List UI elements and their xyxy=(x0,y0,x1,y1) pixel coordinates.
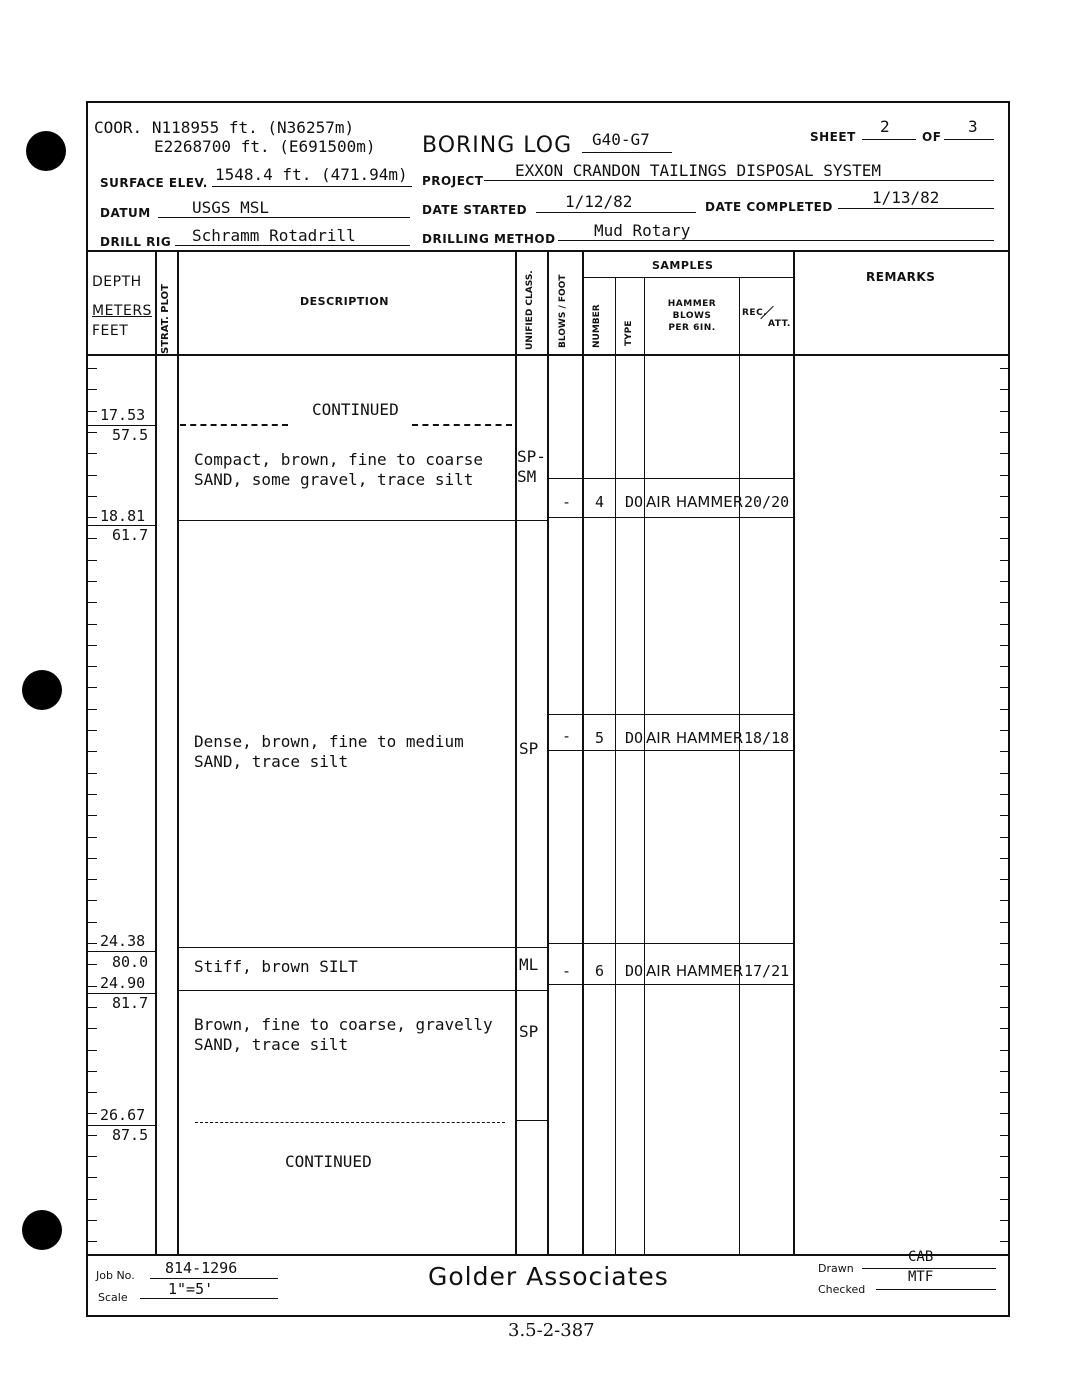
job-label: Job No. xyxy=(96,1269,135,1282)
job-number: 814-1296 xyxy=(165,1259,238,1277)
scale-tick-right xyxy=(1000,794,1008,795)
scale-tick-right xyxy=(1000,602,1008,603)
scale-tick-right xyxy=(1000,986,1008,987)
scale-tick-right xyxy=(1000,1028,1008,1029)
scale-tick-right xyxy=(1000,389,1008,390)
scale-tick-right xyxy=(1000,517,1008,518)
scale-tick-left xyxy=(88,709,97,710)
sample-6-recovery: 17/21 xyxy=(744,962,790,980)
scale-tick-left xyxy=(88,1028,97,1029)
col-type: TYPE xyxy=(624,320,634,346)
scale-tick-right xyxy=(1000,453,1008,454)
scale-tick-right xyxy=(1000,858,1008,859)
coor-east: E2268700 ft. (E691500m) xyxy=(154,137,376,156)
layer-2-description xyxy=(194,732,464,772)
col-blows-foot: BLOWS / FOOT xyxy=(558,274,568,348)
sample-5-number: 5 xyxy=(595,729,605,747)
scale-tick-left xyxy=(88,432,97,433)
depth-ft-1: 57.5 xyxy=(112,426,149,444)
scale-tick-right xyxy=(1000,432,1008,433)
scale-tick-right xyxy=(1000,815,1008,816)
scale-tick-right xyxy=(1000,666,1008,667)
layer-1-desc-line1: Compact, brown, fine to coarse xyxy=(194,450,483,469)
scale-tick-right xyxy=(1000,645,1008,646)
scale-tick-left xyxy=(88,389,97,390)
col-att: ATT. xyxy=(768,319,791,329)
sheet-total: 3 xyxy=(968,117,978,136)
scale-tick-right xyxy=(1000,1007,1008,1008)
drawn-value: CAB xyxy=(908,1249,934,1265)
scale-tick-left xyxy=(88,1092,97,1093)
scale-tick-right xyxy=(1000,1135,1008,1136)
scale-tick-right xyxy=(1000,879,1008,880)
depth-m-1: 17.53 xyxy=(100,406,146,424)
col-meters: METERS xyxy=(92,303,152,319)
scale-tick-right xyxy=(1000,1177,1008,1178)
coor-label: COOR. xyxy=(94,118,143,137)
depth-m-2: 18.81 xyxy=(100,507,146,525)
scale-tick-left xyxy=(88,900,97,901)
punch-hole-top xyxy=(26,131,66,171)
depth-ft-2: 61.7 xyxy=(112,526,149,544)
sample-5-blows: - xyxy=(562,727,572,745)
scale-tick-left xyxy=(88,1050,97,1051)
col-hammer-line1: HAMMER xyxy=(667,299,717,309)
scale-tick-right xyxy=(1000,730,1008,731)
layer-4-desc-line1: Brown, fine to coarse, gravelly xyxy=(194,1015,493,1034)
date-started: 1/12/82 xyxy=(565,192,633,211)
layer-3-description: Stiff, brown SILT xyxy=(194,957,358,976)
layer-4-description xyxy=(194,1015,493,1055)
scale-tick-right xyxy=(1000,922,1008,923)
scale-tick-left xyxy=(88,858,97,859)
scale-tick-left xyxy=(88,1071,97,1072)
scale-tick-left xyxy=(88,687,97,688)
scale-tick-left xyxy=(88,922,97,923)
coordinates xyxy=(94,118,354,137)
sample-4-type: DO xyxy=(625,493,644,511)
col-description: DESCRIPTION xyxy=(300,295,389,308)
datum-value: USGS MSL xyxy=(192,198,270,217)
scale-tick-left xyxy=(88,368,97,369)
scale-tick-left xyxy=(88,1113,97,1114)
layer-1-desc-line2: SAND, some gravel, trace silt xyxy=(194,470,474,489)
depth-m-4: 24.90 xyxy=(100,974,146,992)
sample-6-blows: - xyxy=(562,962,572,980)
project-label: PROJECT xyxy=(422,174,484,188)
scale-tick-right xyxy=(1000,538,1008,539)
sample-6-hammer: AIR HAMMER xyxy=(646,962,744,980)
scale-tick-right xyxy=(1000,624,1008,625)
scale-tick-left xyxy=(88,453,97,454)
col-feet: FEET xyxy=(92,323,129,339)
scale-tick-left xyxy=(88,1220,97,1221)
col-hammer-line3: PER 6IN. xyxy=(668,323,716,333)
scale-tick-right xyxy=(1000,1241,1008,1242)
sample-4-hammer: AIR HAMMER xyxy=(646,493,744,511)
depth-ft-5: 87.5 xyxy=(112,1126,149,1144)
drill-rig: Schramm Rotadrill xyxy=(192,226,356,245)
layer-1-description xyxy=(194,450,483,490)
depth-ft-3: 80.0 xyxy=(112,953,149,971)
project-name: EXXON CRANDON TAILINGS DISPOSAL SYSTEM xyxy=(515,161,882,180)
continued-top: CONTINUED xyxy=(312,400,399,419)
scale-label: Scale xyxy=(98,1291,128,1304)
scale-tick-left xyxy=(88,1007,97,1008)
scale-tick-right xyxy=(1000,368,1008,369)
col-rec: REC. xyxy=(742,308,768,318)
layer-4-desc-line2: SAND, trace silt xyxy=(194,1035,349,1054)
sample-5-recovery: 18/18 xyxy=(744,729,790,747)
coor-north: N118955 ft. (N36257m) xyxy=(151,118,355,137)
date-started-label: DATE STARTED xyxy=(422,203,528,217)
scale-tick-right xyxy=(1000,1199,1008,1200)
scale-tick-left xyxy=(88,1241,97,1242)
scale-tick-left xyxy=(88,730,97,731)
scale-tick-right xyxy=(1000,496,1008,497)
checked-value: MTF xyxy=(908,1269,934,1285)
sample-6-number: 6 xyxy=(595,962,605,980)
form-title: BORING LOG xyxy=(422,133,573,158)
scale-tick-right xyxy=(1000,709,1008,710)
surface-elev-label: SURFACE ELEV. xyxy=(100,176,208,190)
col-unified-class: UNIFIED CLASS. xyxy=(525,270,535,350)
depth-m-5: 26.67 xyxy=(100,1106,146,1124)
sample-4-recovery: 20/20 xyxy=(744,493,790,511)
sample-4-number: 4 xyxy=(595,493,605,511)
scale-tick-left xyxy=(88,1156,97,1157)
scale-tick-left xyxy=(88,751,97,752)
col-hammer xyxy=(644,298,740,334)
scale-tick-left xyxy=(88,1135,97,1136)
scale-tick-right xyxy=(1000,1156,1008,1157)
punch-hole-bottom xyxy=(22,1210,62,1250)
of-label: OF xyxy=(922,130,942,144)
scale-tick-left xyxy=(88,581,97,582)
scale-tick-left xyxy=(88,624,97,625)
col-strat-plot: STRAT. PLOT xyxy=(160,284,171,354)
scale-tick-right xyxy=(1000,773,1008,774)
layer-1-class-line1: SP- xyxy=(517,447,546,466)
punch-hole-middle xyxy=(22,670,62,710)
scale-tick-right xyxy=(1000,1092,1008,1093)
scale-tick-right xyxy=(1000,943,1008,944)
datum-label: DATUM xyxy=(100,206,151,220)
drilling-method: Mud Rotary xyxy=(594,221,691,240)
depth-m-3: 24.38 xyxy=(100,932,146,950)
sheet-number: 2 xyxy=(880,117,890,136)
layer-2-desc-line2: SAND, trace silt xyxy=(194,752,349,771)
scale-tick-left xyxy=(88,986,97,987)
scale-tick-right xyxy=(1000,411,1008,412)
scale-tick-left xyxy=(88,602,97,603)
sheet-label: SHEET xyxy=(810,130,856,144)
company-name: Golder Associates xyxy=(428,1262,669,1291)
layer-2-class: SP xyxy=(519,739,539,758)
layer-2-desc-line1: Dense, brown, fine to medium xyxy=(194,732,464,751)
scale-tick-left xyxy=(88,879,97,880)
page-number: 3.5-2-387 xyxy=(508,1320,595,1341)
scale-tick-right xyxy=(1000,560,1008,561)
log-id: G40-G7 xyxy=(592,130,650,149)
drill-rig-label: DRILL RIG xyxy=(100,235,172,249)
drilling-method-label: DRILLING METHOD xyxy=(422,232,556,246)
scale-tick-left xyxy=(88,517,97,518)
scale-tick-right xyxy=(1000,751,1008,752)
sample-5-type: DO xyxy=(625,729,644,747)
col-hammer-line2: BLOWS xyxy=(672,311,712,321)
scale-tick-left xyxy=(88,794,97,795)
scale-tick-right xyxy=(1000,687,1008,688)
date-completed-label: DATE COMPLETED xyxy=(705,200,833,214)
scale-tick-left xyxy=(88,943,97,944)
layer-1-class xyxy=(517,447,546,487)
scale-tick-left xyxy=(88,773,97,774)
checked-label: Checked xyxy=(818,1283,866,1296)
scale-tick-right xyxy=(1000,964,1008,965)
scale-tick-left xyxy=(88,815,97,816)
scale-tick-left xyxy=(88,645,97,646)
sample-5-hammer: AIR HAMMER xyxy=(646,729,744,747)
scale-tick-right xyxy=(1000,1113,1008,1114)
surface-elev: 1548.4 ft. (471.94m) xyxy=(215,165,408,184)
scale-tick-left xyxy=(88,666,97,667)
layer-3-class: ML xyxy=(519,955,539,974)
col-number: NUMBER xyxy=(592,304,602,348)
scale-tick-left xyxy=(88,411,97,412)
scale-tick-left xyxy=(88,964,97,965)
layer-4-class: SP xyxy=(519,1022,539,1041)
scale-tick-right xyxy=(1000,1071,1008,1072)
scale-value: 1"=5' xyxy=(168,1280,214,1298)
scale-tick-left xyxy=(88,560,97,561)
scale-tick-left xyxy=(88,1199,97,1200)
scale-tick-right xyxy=(1000,837,1008,838)
sample-6-type: DO xyxy=(625,962,644,980)
scale-tick-right xyxy=(1000,581,1008,582)
sample-4-blows: - xyxy=(562,493,572,511)
scale-tick-left xyxy=(88,538,97,539)
date-completed: 1/13/82 xyxy=(872,188,940,207)
col-remarks: REMARKS xyxy=(866,270,936,284)
drawn-label: Drawn xyxy=(818,1262,854,1275)
scale-tick-right xyxy=(1000,900,1008,901)
scale-tick-left xyxy=(88,475,97,476)
layer-1-class-line2: SM xyxy=(517,467,537,486)
scale-tick-left xyxy=(88,1177,97,1178)
col-depth: DEPTH xyxy=(92,274,142,290)
scale-tick-right xyxy=(1000,475,1008,476)
scale-tick-right xyxy=(1000,1050,1008,1051)
continued-bottom: CONTINUED xyxy=(285,1152,372,1171)
scale-tick-left xyxy=(88,837,97,838)
scale-tick-right xyxy=(1000,1220,1008,1221)
col-samples: SAMPLES xyxy=(652,259,714,272)
depth-ft-4: 81.7 xyxy=(112,994,149,1012)
scale-tick-left xyxy=(88,496,97,497)
